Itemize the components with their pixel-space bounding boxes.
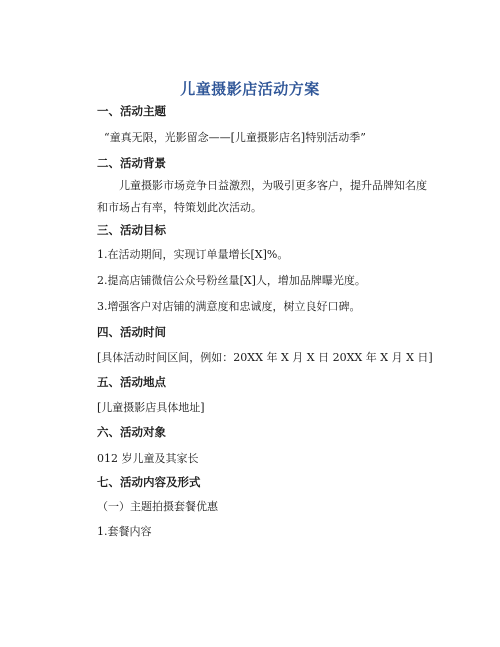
goal-item-3: 3.增强客户对店铺的满意度和忠诚度，树立良好口碑。: [97, 300, 361, 313]
section-heading-background: 二、活动背景: [97, 156, 166, 170]
section-heading-time: 四、活动时间: [97, 325, 166, 339]
section-heading-location: 五、活动地点: [97, 375, 166, 389]
content-subheading: （一）主题拍摄套餐优惠: [97, 500, 218, 513]
section-heading-goals: 三、活动目标: [97, 223, 166, 237]
background-text: 儿童摄影市场竞争日益激烈，为吸引更多客户，提升品牌知名度和市场占有率，特策划此次活动。: [97, 179, 427, 214]
audience-text: 012 岁儿童及其家长: [97, 452, 199, 465]
section-heading-audience: 六、活动对象: [97, 425, 166, 439]
section-heading-content: 七、活动内容及形式: [97, 475, 201, 489]
time-text: [具体活动时间区间，例如：20XX 年 X 月 X 日 20XX 年 X 月 X 日]: [97, 351, 433, 364]
goal-item-1: 1.在活动期间，实现订单量增长[X]%。: [97, 248, 289, 261]
goal-item-2: 2.提高店铺微信公众号粉丝量[X]人，增加品牌曝光度。: [97, 274, 366, 287]
section-heading-theme: 一、活动主题: [97, 104, 166, 118]
content-item: 1.套餐内容: [97, 525, 152, 538]
theme-text: “童真无限，光影留念——[儿童摄影店名]特别活动季”: [104, 131, 366, 144]
location-text: [儿童摄影店具体地址]: [97, 401, 205, 414]
document-title: 儿童摄影店活动方案: [180, 80, 320, 98]
